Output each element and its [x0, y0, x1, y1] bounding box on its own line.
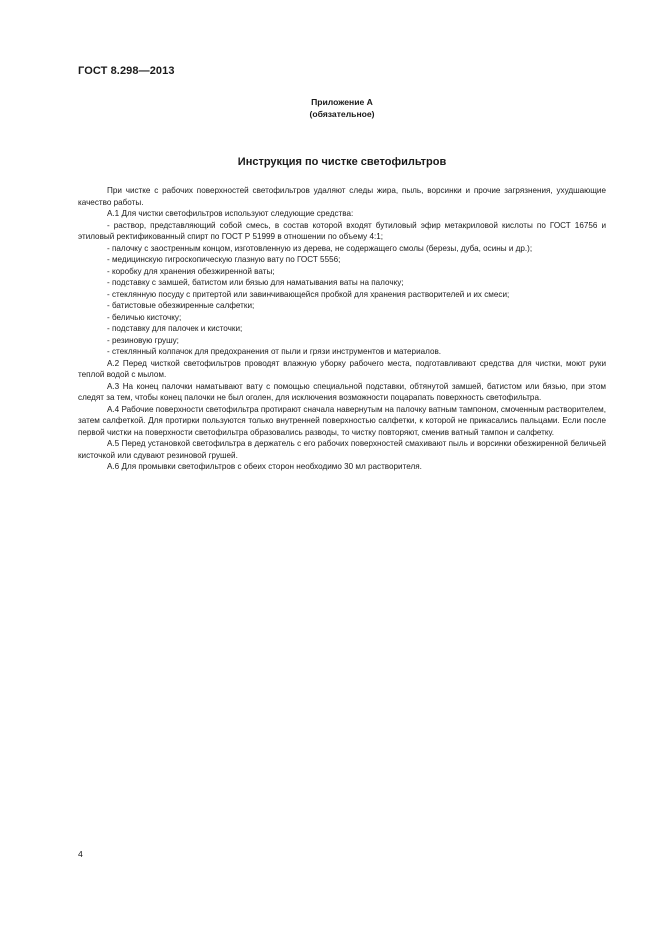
- annex-status: (обязательное): [309, 109, 375, 119]
- paragraph-a1: А.1 Для чистки светофильтров используют следующие средства:: [107, 209, 354, 218]
- section-title: Инструкция по чистке светофильтров: [237, 156, 447, 168]
- list-item: - раствор, представляющий собой смесь, в состав которой входят бутиловый эфир метакриловой кислоты по ГОСТ 16756 и этиловый ректификованный спирт по ГОСТ Р 51999 в отношении по объему 4:1;: [78, 220, 606, 241]
- list-item: - беличью кисточку;: [107, 312, 182, 322]
- paragraph-a2: А.2 Перед чисткой светофильтров проводят влажную уборку рабочего места, подготавливают средства для чистки, моют руки теплой водой с мылом.: [78, 358, 606, 379]
- paragraph-a6: А.6 Для промывки светофильтров с обеих сторон необходимо 30 мл растворителя.: [107, 462, 422, 471]
- list-item: - палочку с заостренным концом, изготовленную из дерева, не содержащего смолы (березы, дуба, осины и др.);: [107, 243, 533, 253]
- paragraph-intro: При чистке с рабочих поверхностей светофильтров удаляют следы жира, пыль, ворсинки и прочие загрязнения, ухудшающие качество работы.: [78, 186, 606, 207]
- body-text: [78, 185, 606, 473]
- list-item: - подставку для палочек и кисточки;: [107, 324, 243, 333]
- document-code: ГОСТ 8.298—2013: [78, 65, 175, 77]
- list-item: - стеклянную посуду с притертой или завинчивающейся пробкой для хранения растворителей и их смеси;: [107, 289, 510, 299]
- list-item: - коробку для хранения обезжиренной ваты;: [107, 266, 275, 276]
- list-item: - резиновую грушу;: [107, 335, 179, 345]
- list-item: - медицинскую гигроскопическую глазную вату по ГОСТ 5556;: [107, 255, 341, 264]
- paragraph-a3: А.3 На конец палочки наматывают вату с помощью специальной подставки, обтянутой замшей, батистом или бязью, при этом следят за тем, чтобы конец палочки не был оголен, для исключения возможности поцарапать поверхность светофильтра.: [78, 381, 606, 402]
- paragraph-a4: А.4 Рабочие поверхности светофильтра протирают сначала навернутым на палочку ватным тампоном, смоченным растворителем, затем салфеткой. Для протирки пользуются только внутренней поверхностью салфетки, к которой не прикасались пальцами. Если после первой чистки на поверхности светофильтра образовались разводы, то чистку повторяют, сменив ватный тампон и салфетку.: [78, 404, 606, 437]
- page-number: 4: [78, 849, 83, 859]
- list-item: - батистовые обезжиренные салфетки;: [107, 301, 255, 310]
- list-item: - стеклянный колпачок для предохранения от пыли и грязи инструментов и материалов.: [107, 347, 442, 356]
- list-item: - подставку с замшей, батистом или бязью для наматывания ваты на палочку;: [107, 278, 404, 287]
- annex-title: Приложение А: [311, 97, 373, 107]
- paragraph-a5: А.5 Перед установкой светофильтра в держатель с его рабочих поверхностей смахивают пыль и ворсинки обезжиренной беличьей кисточкой или сдувают резиновой грушей.: [78, 439, 606, 460]
